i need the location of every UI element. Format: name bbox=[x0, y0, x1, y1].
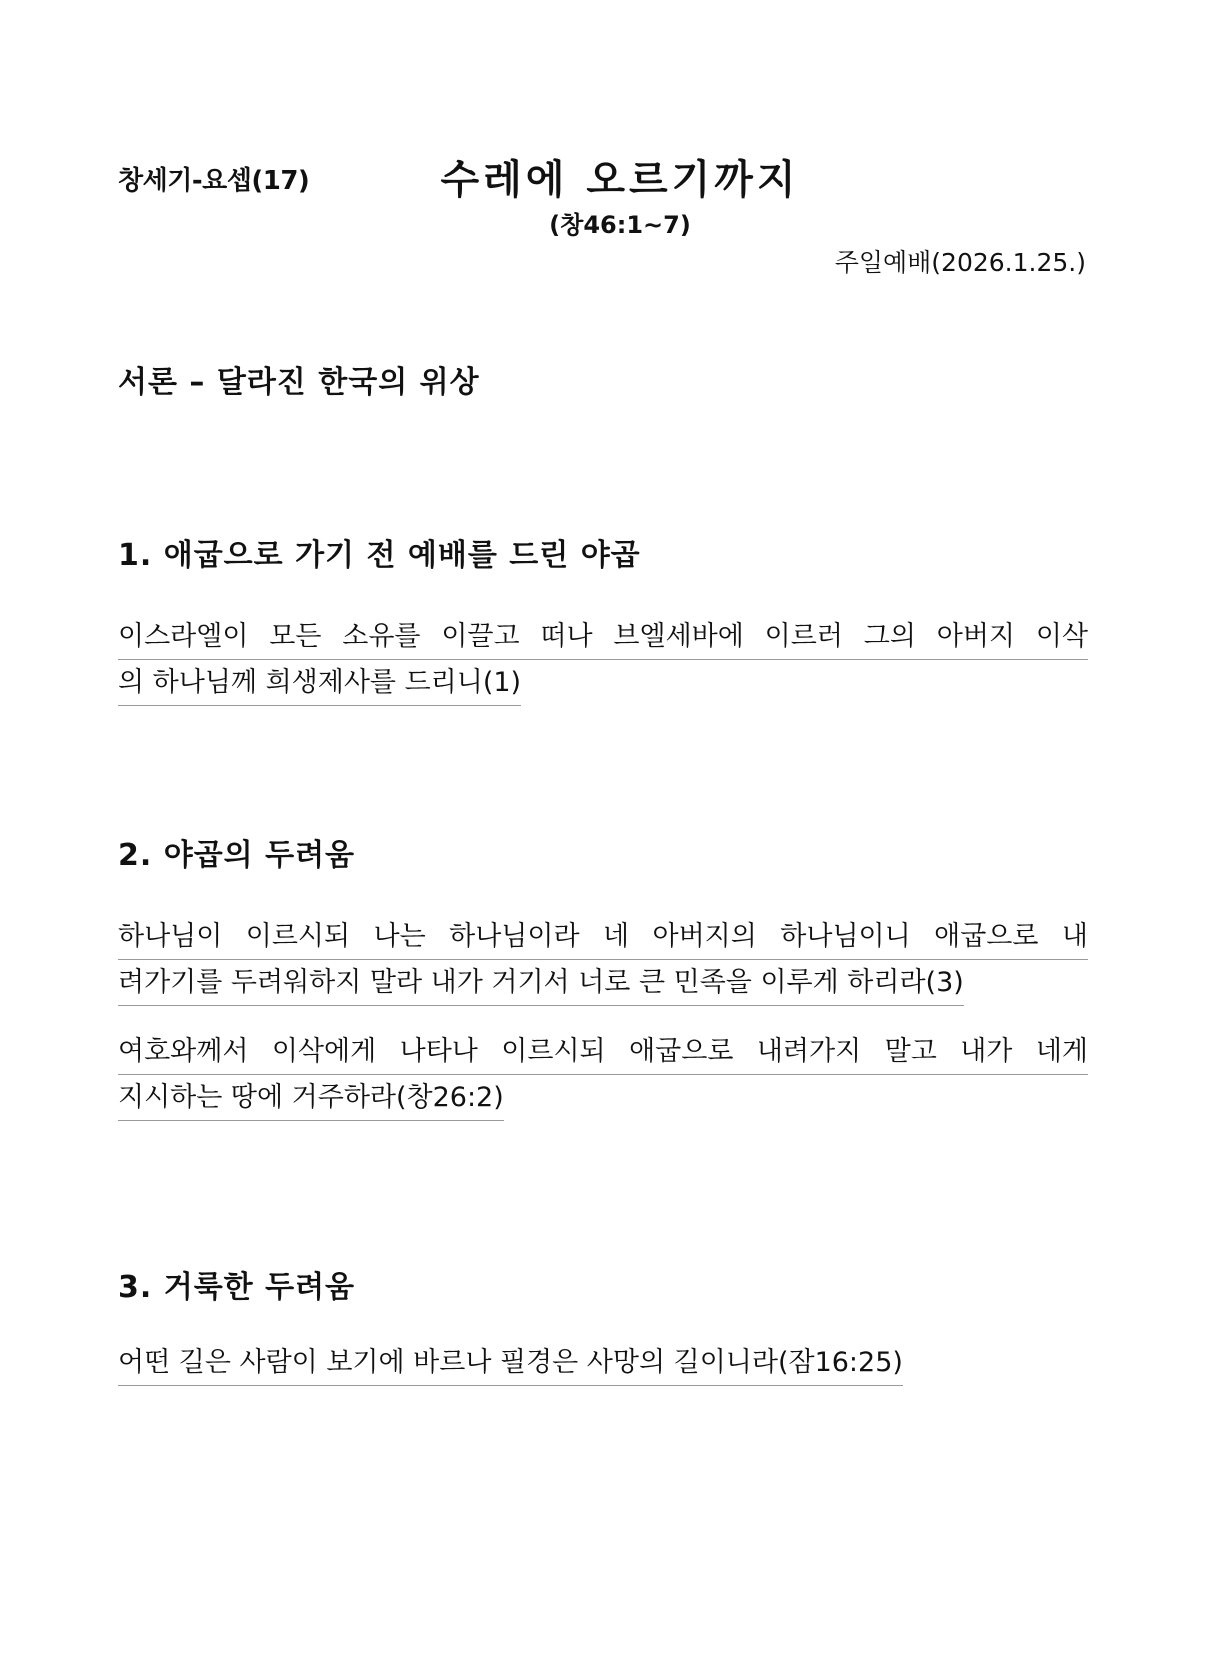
series-label: 창세기-요셉(17) bbox=[118, 166, 310, 196]
verse-block bbox=[118, 915, 1088, 1006]
verse-block bbox=[118, 615, 1088, 706]
verse-line: 지시하는 땅에 거주하라(창26:2) bbox=[118, 1076, 504, 1121]
verse-block bbox=[118, 1030, 1088, 1121]
scripture-reference: (창46:1~7) bbox=[549, 211, 691, 239]
verse-block bbox=[118, 1340, 1088, 1386]
service-date: 주일예배(2026.1.25.) bbox=[834, 248, 1086, 277]
section-heading-3: 3. 거룩한 두려움 bbox=[118, 1270, 356, 1305]
verse-line: 의 하나님께 희생제사를 드리니(1) bbox=[118, 661, 521, 706]
verse-line: 어떤 길은 사람이 보기에 바르나 필경은 사망의 길이니라(잠16:25) bbox=[118, 1341, 903, 1386]
verse-line: 하나님이 이르시되 나는 하나님이라 네 아버지의 하나님이니 애굽으로 내 bbox=[118, 915, 1088, 960]
verse-line: 이스라엘이 모든 소유를 이끌고 떠나 브엘세바에 이르러 그의 아버지 이삭 bbox=[118, 615, 1088, 660]
section-heading-1: 1. 애굽으로 가기 전 예배를 드린 야곱 bbox=[118, 538, 641, 573]
verse-line: 여호와께서 이삭에게 나타나 이르시되 애굽으로 내려가지 말고 내가 네게 bbox=[118, 1030, 1088, 1075]
section-heading-2: 2. 야곱의 두려움 bbox=[118, 838, 356, 873]
sermon-title: 수레에 오르기까지 bbox=[440, 157, 800, 203]
verse-line: 려가기를 두려워하지 말라 내가 거기서 너로 큰 민족을 이루게 하리라(3) bbox=[118, 961, 964, 1006]
intro-heading: 서론 – 달라진 한국의 위상 bbox=[118, 365, 480, 400]
